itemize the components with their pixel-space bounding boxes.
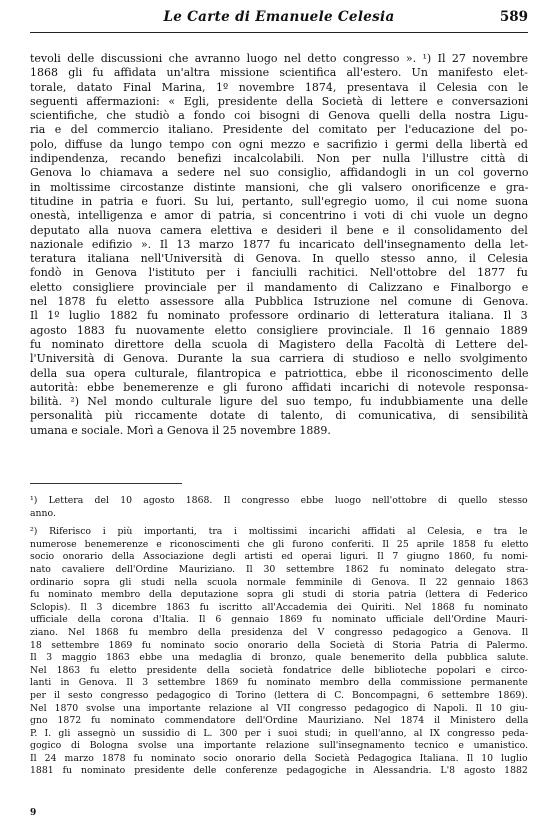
footnote-2-line: lanti in Genova. Il 3 settembre 1869 fu nominato membro della commissione permanente: [30, 677, 528, 689]
footnotes: [30, 495, 528, 778]
body-line: fondò in Genova l'istituto per i fanciulli rachitici. Nell'ottobre del 1877 fu: [30, 266, 528, 280]
footnote-2-line: Il 3 maggio 1863 ebbe una medaglia di bronzo, quale benemerito della pubblica salute.: [30, 652, 528, 664]
body-line: deputato alla nuova camera elettiva e desideri il bene e il consolidamento del: [30, 223, 528, 237]
running-title: Le Carte di Emanuele Celesia: [163, 9, 395, 25]
body-line: tevoli delle discussioni che avranno luogo nel detto congresso ». ¹) Il 27 novembre: [30, 52, 528, 65]
footnote-rule: [30, 483, 182, 484]
body-line: in moltissime circostanze distinte mansioni, che gli valsero onorificenze e gra-: [30, 180, 528, 194]
body-line: seguenti affermazioni: « Egli, presidente della Società di lettere e conversazioni: [30, 94, 528, 108]
page-number: 589: [499, 9, 528, 25]
body-line: scientifiche, che studiò a fondo coi bisogni di Genova quelli della nostra Ligu-: [30, 109, 528, 123]
body-line: onestà, intelligenza e amor di patria, si concentrino i voti di chi vuole un degno: [30, 209, 528, 223]
footnote-2-line: gno 1872 fu nominato commendatore dell'Ordine Mauriziano. Nel 1874 il Ministero della: [30, 715, 528, 727]
footnote-2-line: fu nominato membro della deputazione sopra gli studi di storia patria (lettera di Federico: [30, 589, 528, 601]
body-line: polo, diffuse da lungo tempo con ogni mezzo e sacrifizio i germi della libertà ed: [30, 137, 528, 151]
footnote-2-line: numerose benemerenze e riconoscimenti che gli furono conferiti. Il 25 aprile 1858 fu eletto: [30, 538, 528, 550]
body-line: torale, datato Final Marina, 1º novembre 1874, presentava il Celesia con le: [30, 80, 528, 94]
footnote-2-line: socio onorario della Associazione degli artisti ed operai liguri. Il 7 giugno 1860, fu nomi-: [30, 551, 528, 563]
footnote-2-line: 18 settembre 1869 fu nominato socio onorario della Società di Storia Patria di Palermo.: [30, 639, 528, 651]
footnote-2-line: Nel 1863 fu eletto presidente della società fondatrice delle biblioteche popolari e circo-: [30, 664, 528, 676]
signature-mark: 9: [30, 808, 37, 818]
footnote-2-line: gogico di Bologna svolse una importante relazione sull'insegnamento tecnico e umanistico.: [30, 740, 528, 752]
footnote-2-line: ziano. Nel 1868 fu membro della presidenza del V congresso pedagogico a Genova. Il: [30, 626, 528, 638]
footnote-2-line: 1881 fu nominato presidente delle conferenze pedagogiche in Alessandria. L'8 agosto 1882: [30, 765, 528, 777]
footnote-1-line: anno.: [30, 507, 56, 519]
body-line: della sua opera culturale, filantropica e patriottica, ebbe il riconoscimento delle: [30, 366, 528, 380]
page-header: [30, 9, 528, 29]
header-rule: [30, 32, 528, 33]
footnote-2-line: ufficiale della corona d'Italia. Il 6 gennaio 1869 fu nominato ufficiale dell'Ordine Mauri-: [30, 614, 528, 626]
body-line: agosto 1883 fu nuovamente eletto consigliere provinciale. Il 16 gennaio 1889: [30, 323, 528, 337]
body-line: nazionale edifizio ». Il 13 marzo 1877 fu incaricato dell'insegnamento della let-: [30, 237, 528, 251]
footnote-2-line: per il sesto congresso pedagogico di Torino (lettera di C. Boncompagni, 6 settembre 1869).: [30, 689, 528, 701]
body-line: bilità. ²) Nel mondo culturale ligure del suo tempo, fu indubbiamente una delle: [30, 395, 528, 409]
footnote-2-line: ²) Riferisco i più importanti, tra i moltissimi incarichi affidati al Celesia, e tra le: [30, 526, 528, 538]
body-line: autorità: ebbe benemerenze e gli furono affidati incarichi di notevole responsa-: [30, 380, 528, 394]
body-line: titudine in patria e fuori. Su lui, pertanto, sull'egregio uomo, il cui nome suona: [30, 194, 528, 208]
body-line: teratura italiana nell'Università di Genova. In quello stesso anno, il Celesia: [30, 252, 528, 266]
body-line: umana e sociale. Morì a Genova il 25 novembre 1889.: [30, 423, 331, 437]
footnote-2-line: Nel 1870 svolse una importante relazione al VII congresso pedagogico di Napoli. Il 10 giu-: [30, 702, 528, 714]
body-line: l'Università di Genova. Durante la sua carriera di studioso e nello svolgimento: [30, 352, 528, 366]
body-line: personalità più riccamente dotate di talento, di comunicativa, di sensibilità: [30, 409, 528, 423]
body-line: fu nominato direttore della scuola di Magistero della Facoltà di Lettere del-: [30, 337, 528, 351]
body-line: Il 1º luglio 1882 fu nominato professore ordinario di letteratura italiana. Il 3: [30, 309, 528, 323]
footnote-1-line: ¹) Lettera del 10 agosto 1868. Il congresso ebbe luogo nell'ottobre di quello stesso: [30, 495, 528, 506]
footnote-2-line: Il 24 marzo 1878 fu nominato socio onorario della Società Pedagogica Italiana. Il 10 luglio: [30, 752, 528, 764]
body-line: ria e del commercio italiano. Presidente del comitato per l'educazione del po-: [30, 123, 528, 137]
body-line: eletto consigliere provinciale per il mandamento di Calizzano e Finalborgo e: [30, 280, 528, 294]
body-line: Genova lo chiamava a sedere nel suo consiglio, affidandogli in un col governo: [30, 166, 528, 180]
body-text: [30, 52, 528, 438]
body-line: indipendenza, recando benefizi incalcolabili. Non per nulla l'illustre città di: [30, 152, 528, 166]
body-line: nel 1878 fu eletto assessore alla Pubblica Istruzione nel comune di Genova.: [30, 295, 528, 309]
footnote-2-line: ordinario sopra gli studi nella scuola normale femminile di Genova. Il 22 gennaio 1863: [30, 576, 528, 588]
body-line: 1868 gli fu affidata un'altra missione scientifica all'estero. Un manifesto elet-: [30, 66, 528, 80]
footnote-2-line: nato cavaliere dell'Ordine Mauriziano. Il 30 settembre 1862 fu nominato delegato stra-: [30, 563, 528, 575]
footnote-2-line: Sclopis). Il 3 dicembre 1863 fu iscritto all'Accademia dei Quiriti. Nel 1868 fu nominato: [30, 601, 528, 613]
footnote-2-line: P. I. gli assegnò un sussidio di L. 300 per i suoi studi; in quell'anno, al IX congresso peda-: [30, 727, 528, 739]
